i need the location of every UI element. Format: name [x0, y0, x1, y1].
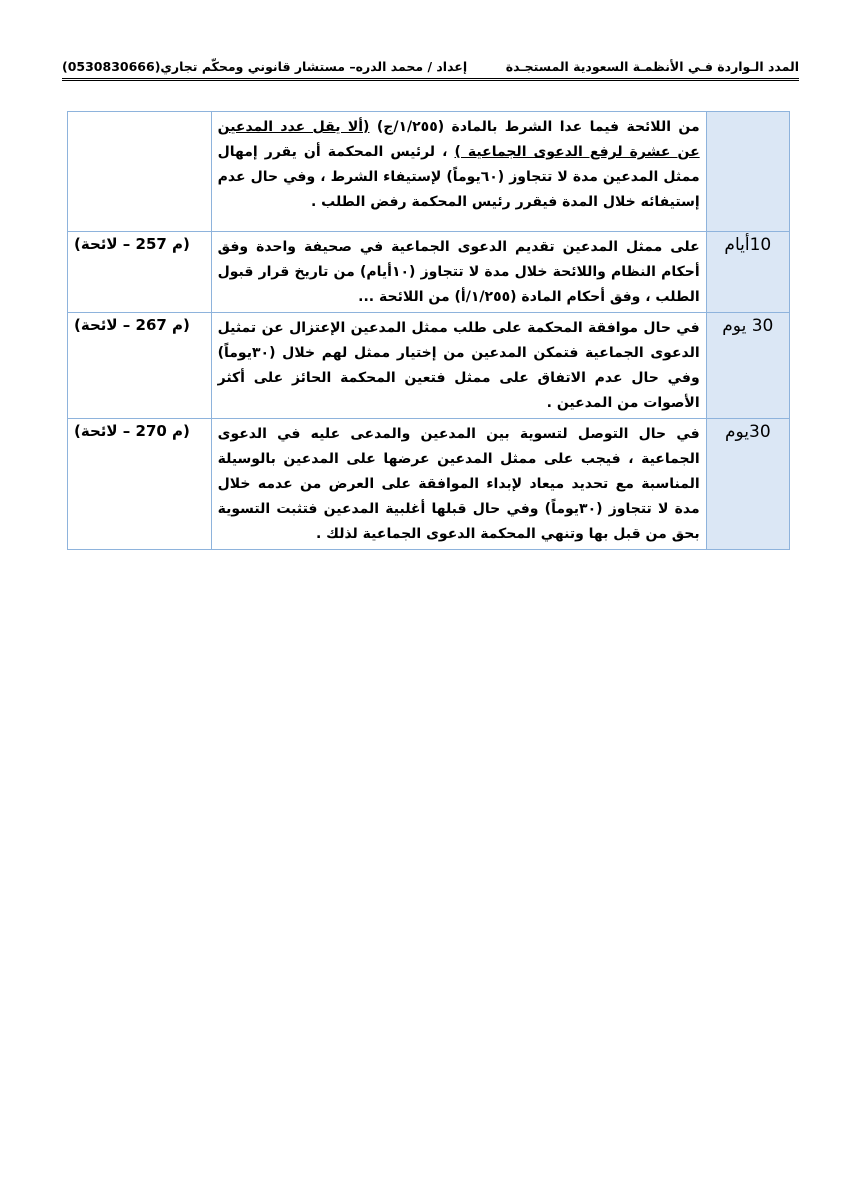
- description-text-continued: ، لرئيس المحكمة أن يقرر إمهال ممثل المدعين مدة لا تتجاوز (٦٠يوماً) لإستيفاء الشرط ، وفي حال عدم إستيفائه خلال المدة فيقرر رئيس المحكمة رفض الطلب .: [217, 144, 700, 210]
- page-header: [62, 48, 799, 81]
- reference-cell: [68, 313, 212, 419]
- description-cell: [211, 419, 706, 550]
- description-text: في حال التوصل لتسوية بين المدعين والمدعى عليه في الدعوى الجماعية ، فيجب على ممثل المدعين عرضها على المدعين بالوسيلة المناسبة مع تحديد ميعاد لإبداء الموافقة على العرض من عدمه خلال مدة لا تتجاوز (٣٠يوماً) وفي حال قبلها أغلبية المدعين فتثبت التسوية بحق من قبل بها وتنهي المحكمة الدعوى الجماعية لذلك .: [217, 426, 700, 542]
- reference-cell: [68, 232, 212, 313]
- table-row: [68, 232, 790, 313]
- reference-cell: [68, 112, 212, 232]
- durations-table: [67, 111, 790, 550]
- reference-cell: [68, 419, 212, 550]
- duration-cell: 30 يوم: [706, 313, 789, 419]
- document-title: المدد الـواردة فـي الأنظمـة السعودية المستجـدة: [505, 59, 799, 74]
- author-credit: إعداد / محمد الدره– مستشار قانوني ومحكّم تجاري(0530830666): [62, 59, 468, 74]
- table-row: [68, 313, 790, 419]
- description-text: من اللائحة فيما عدا الشرط بالمادة (١/٢٥٥/ج): [369, 119, 700, 135]
- description-text: على ممثل المدعين تقديم الدعوى الجماعية في صحيفة واحدة وفق أحكام النظام واللائحة خلال مدة لا تتجاوز (١٠أيام) من تاريخ قرار قبول الطلب ، وفق أحكام المادة (١/٢٥٥/أ) من اللائحة ...: [217, 239, 700, 305]
- description-text: في حال موافقة المحكمة على طلب ممثل المدعين الإعتزال عن تمثيل الدعوى الجماعية فتمكن المدعين من إختيار ممثل لهم خلال (٣٠يوماً) وفي حال عدم الاتفاق على ممثل فتعين المحكمة الحائز على أكثر الأصوات من المدعين .: [217, 320, 700, 411]
- duration-cell: [706, 112, 789, 232]
- table-row: [68, 112, 790, 232]
- description-cell: [211, 232, 706, 313]
- article-reference: (م 270 – لائحة): [74, 422, 190, 440]
- table-row: [68, 419, 790, 550]
- article-reference: (م 257 – لائحة): [74, 235, 190, 253]
- duration-cell: 30يوم: [706, 419, 789, 550]
- article-reference: (م 267 – لائحة): [74, 316, 190, 334]
- description-cell: [211, 112, 706, 232]
- duration-cell: 10أيام: [706, 232, 789, 313]
- underlined-text: (ألا يقل عدد المدعين عن عشرة لرفع الدعوى الجماعية ): [217, 119, 700, 160]
- description-cell: [211, 313, 706, 419]
